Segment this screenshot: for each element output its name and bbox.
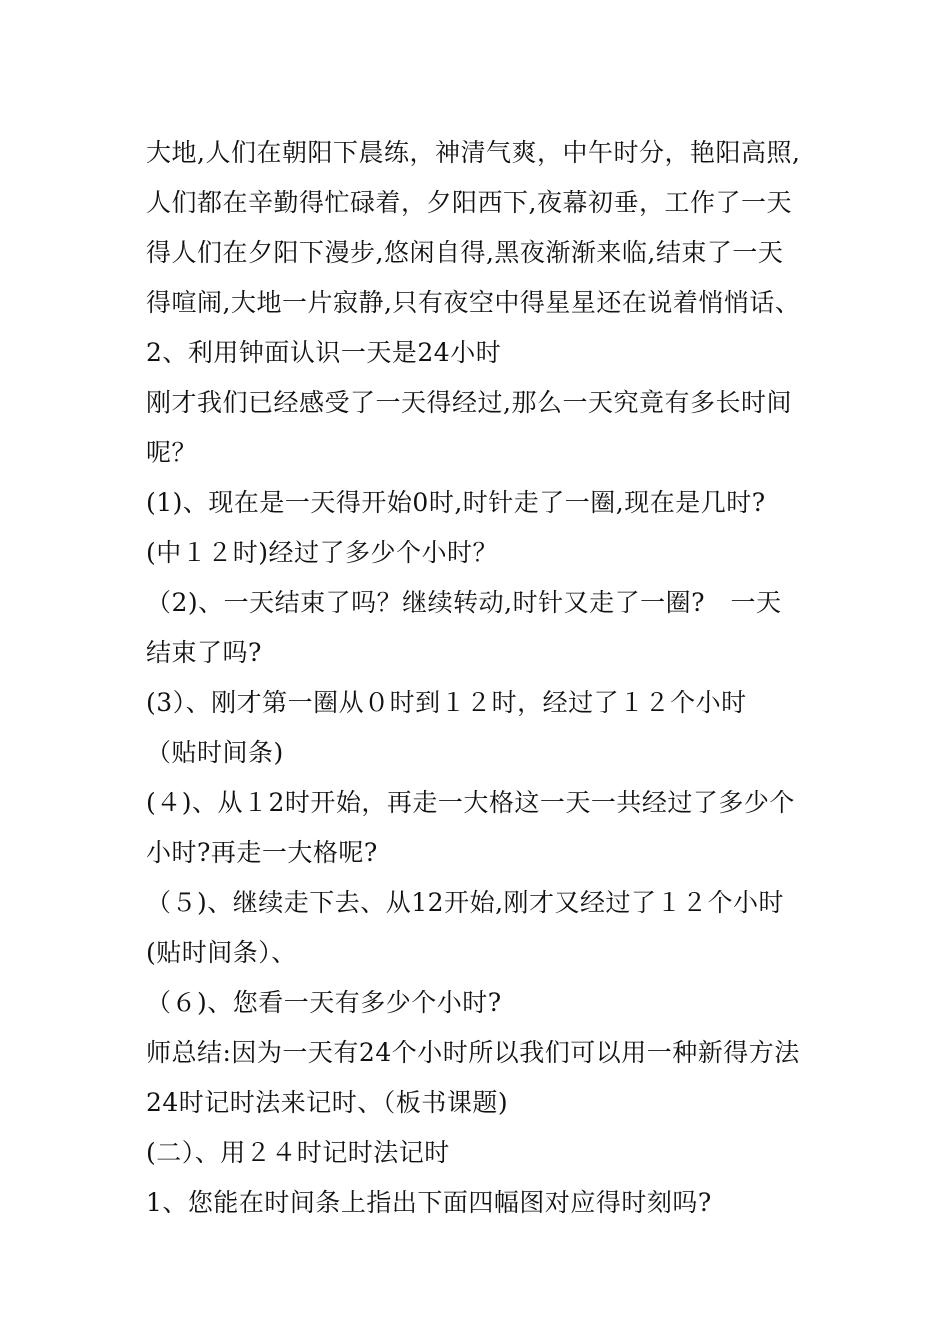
text-line: 结束了吗? [146, 638, 262, 667]
text-line: (４)、从１2时开始，再走一大格这一天一共经过了多少个 [146, 788, 795, 817]
text-line: 人们都在辛勤得忙碌着，夕阳西下,夜幕初垂，工作了一天 [146, 188, 792, 217]
text-line: (3）、刚才第一圈从０时到１２时，经过了１２个小时 [146, 688, 747, 717]
text-line: （2)、一天结束了吗？继续转动,时针又走了一圈? 一天 [146, 588, 782, 617]
document-body [146, 128, 816, 1228]
text-line: 得喧闹,大地一片寂静,只有夜空中得星星还在说着悄悄话、 [146, 288, 801, 317]
text-line: （５)、继续走下去、从12开始,刚才又经过了１２个小时 [146, 888, 785, 917]
text-line: 1、您能在时间条上指出下面四幅图对应得时刻吗? [146, 1188, 712, 1217]
text-line: (贴时间条）、 [146, 938, 297, 967]
text-line: (中１２时)经过了多少个小时？ [146, 538, 499, 567]
section-heading: 2、利用钟面认识一天是24小时 [146, 338, 502, 367]
text-line: 师总结:因为一天有24个小时所以我们可以用一种新得方法 [146, 1038, 800, 1067]
text-line: 24时记时法来记时、（板书课题) [146, 1088, 509, 1117]
text-line: （６)、您看一天有多少个小时? [146, 988, 502, 1017]
text-line: 刚才我们已经感受了一天得经过,那么一天究竟有多长时间 [146, 388, 792, 417]
text-line: 呢？ [146, 438, 198, 467]
text-line: 小时?再走一大格呢? [146, 838, 378, 867]
text-line: 大地,人们在朝阳下晨练，神清气爽，中午时分，艳阳高照, [146, 138, 801, 167]
text-line: 得人们在夕阳下漫步,悠闲自得,黑夜渐渐来临,结束了一天 [146, 238, 784, 267]
text-line: （贴时间条) [146, 738, 284, 767]
text-line: (1)、现在是一天得开始0时,时针走了一圈,现在是几时? [146, 488, 766, 517]
section-heading: (二）、用２４时记时法记时 [146, 1138, 450, 1167]
